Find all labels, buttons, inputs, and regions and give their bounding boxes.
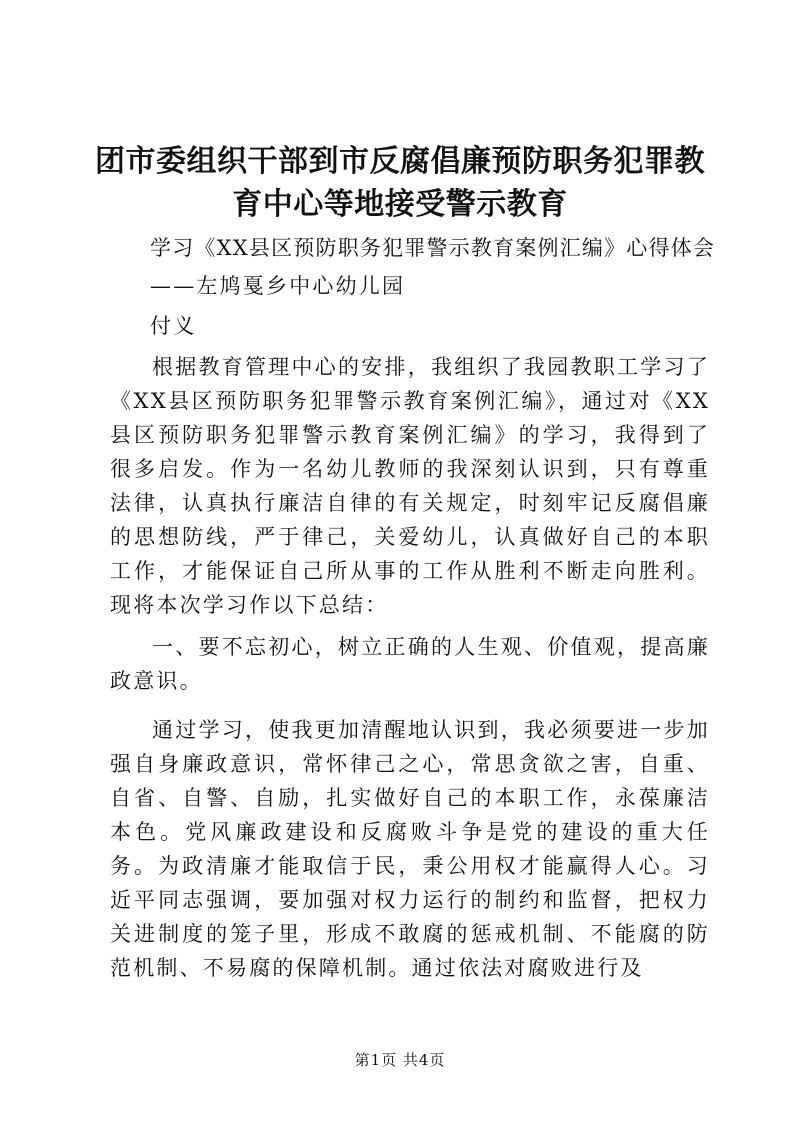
intro-paragraph: 根据教育管理中心的安排，我组织了我园教职工学习了《XX县区预防职务犯罪警示教育案例汇编》，通过对《XX县区预防职务犯罪警示教育案例汇编》的学习，我得到了很多启发。作为一名幼儿教师的我深刻认识到，只有尊重法律，认真执行廉洁自律的有关规定，时刻牢记反腐倡廉的思想防线，严于律己，关爱幼儿，认真做好自己的本职工作，才能保证自己所从事的工作从胜利不断走向胜利。现将本次学习作以下总结： xyxy=(110,355,710,617)
document-title: 团市委组织干部到市反腐倡廉预防职务犯罪教育中心等地接受警示教育 xyxy=(95,144,705,222)
body-paragraph-1: 通过学习，使我更加清醒地认识到，我必须要进一步加强自身廉政意识，常怀律己之心，常思贪欲之害，自重、自省、自警、自励，扎实做好自己的本职工作，永葆廉洁本色。党风廉政建设和反腐败斗争是党的建设的重大任务。为政清廉才能取信于民，秉公用权才能赢得人心。习近平同志强调，要加强对权力运行的制约和监督，把权力关进制度的笼子里，形成不敢腐的惩戒机制、不能腐的防范机制、不易腐的保障机制。通过依法对腐败进行及 xyxy=(110,718,710,980)
author-name: 付义 xyxy=(150,314,197,338)
organization-line: ——左鸠戛乡中心幼儿园 xyxy=(150,274,406,298)
section-heading-1: 一、要不忘初心，树立正确的人生观、价值观，提高廉政意识。 xyxy=(110,635,710,693)
document-subtitle: 学习《XX县区预防职务犯罪警示教育案例汇编》心得体会 xyxy=(150,236,716,260)
page-footer: 第1页 共4页 xyxy=(354,1051,446,1069)
